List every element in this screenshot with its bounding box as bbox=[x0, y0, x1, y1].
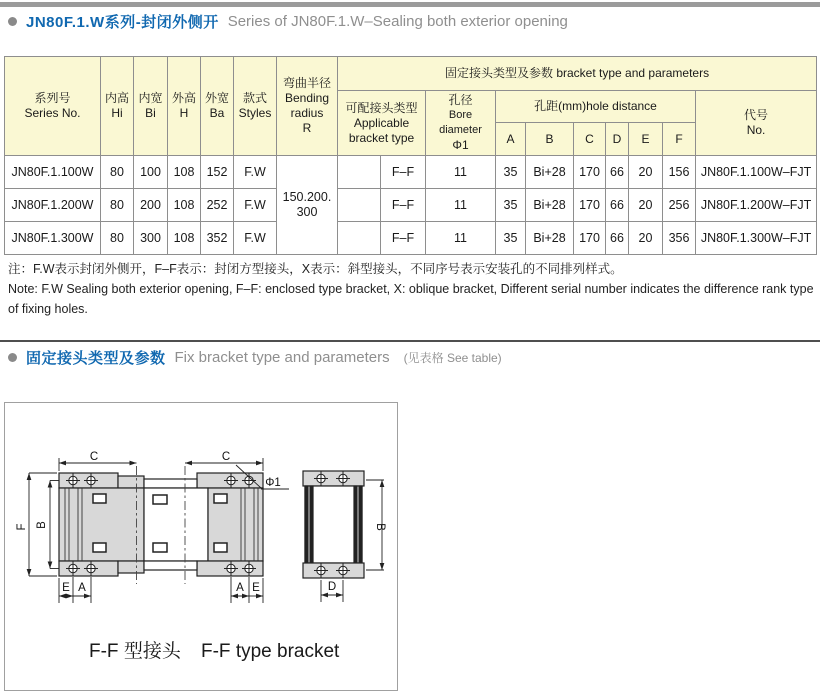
cell-code: JN80F.1.200W–FJT bbox=[696, 189, 817, 222]
col-header-applicable-type: 可配接头类型 Applicable bracket type bbox=[338, 91, 426, 156]
cell-c: 170 bbox=[574, 222, 606, 255]
cell-hi: 80 bbox=[101, 222, 134, 255]
table-notes bbox=[8, 259, 814, 319]
cell-style: F.W bbox=[234, 222, 277, 255]
bracket-drawing-panel bbox=[4, 402, 398, 691]
cell-h: 108 bbox=[168, 222, 201, 255]
cell-type-blank bbox=[338, 156, 381, 189]
cell-type: F–F bbox=[381, 156, 426, 189]
front-view bbox=[59, 473, 263, 576]
side-view bbox=[303, 471, 364, 578]
cell-series: JN80F.1.200W bbox=[5, 189, 101, 222]
page-title-en: Series of JN80F.1.W–Sealing both exterior opening bbox=[227, 13, 568, 30]
page-title bbox=[8, 11, 568, 32]
note-en: Note: F.W Sealing both exterior opening, F–F: enclosed type bracket, X: oblique bracket, Different serial number indicates the difference rank type of fixing holes. bbox=[8, 282, 814, 316]
cell-c: 170 bbox=[574, 189, 606, 222]
col-header-C: C bbox=[574, 123, 606, 156]
cell-style: F.W bbox=[234, 189, 277, 222]
col-header-D: D bbox=[606, 123, 629, 156]
bullet-icon bbox=[8, 17, 17, 26]
cell-b: Bi+28 bbox=[526, 156, 574, 189]
cell-type-blank bbox=[338, 189, 381, 222]
section-divider bbox=[0, 340, 820, 342]
cell-a: 35 bbox=[496, 189, 526, 222]
cell-c: 170 bbox=[574, 156, 606, 189]
cell-f: 256 bbox=[663, 189, 696, 222]
cell-d: 66 bbox=[606, 156, 629, 189]
dim-label-b-right: B bbox=[374, 523, 386, 531]
cell-bi: 200 bbox=[134, 189, 168, 222]
cell-e: 20 bbox=[629, 156, 663, 189]
col-header-series: 系列号 Series No. bbox=[5, 57, 101, 156]
cell-d: 66 bbox=[606, 189, 629, 222]
cell-bending-radius: 150.200. 300 bbox=[277, 156, 338, 255]
cell-d: 66 bbox=[606, 222, 629, 255]
col-header-code: 代号 No. bbox=[696, 91, 817, 156]
dim-label-dia: Φ1 bbox=[265, 477, 281, 489]
cell-hi: 80 bbox=[101, 189, 134, 222]
cell-type-blank bbox=[338, 222, 381, 255]
dim-label-b-left: B bbox=[36, 521, 48, 529]
drawing-caption bbox=[89, 640, 340, 662]
section2-title-en: Fix bracket type and parameters bbox=[174, 349, 390, 366]
cell-b: Bi+28 bbox=[526, 189, 574, 222]
col-header-F: F bbox=[663, 123, 696, 156]
cell-e: 20 bbox=[629, 222, 663, 255]
cell-hi: 80 bbox=[101, 156, 134, 189]
cell-f: 156 bbox=[663, 156, 696, 189]
drawing-caption-en: F-F type bracket bbox=[201, 641, 340, 662]
cell-e: 20 bbox=[629, 189, 663, 222]
cell-bore: 11 bbox=[426, 222, 496, 255]
bullet-icon bbox=[8, 353, 17, 362]
section2-hint: (见表格 See table) bbox=[403, 351, 502, 365]
table-row bbox=[5, 222, 817, 255]
table-row bbox=[5, 156, 817, 189]
dim-label-e-right: E bbox=[252, 582, 260, 594]
table-row bbox=[5, 189, 817, 222]
dim-label-c-left: C bbox=[89, 451, 99, 463]
col-header-A: A bbox=[496, 123, 526, 156]
cell-code: JN80F.1.100W–FJT bbox=[696, 156, 817, 189]
col-header-E: E bbox=[629, 123, 663, 156]
cell-style: F.W bbox=[234, 156, 277, 189]
dim-label-d: D bbox=[327, 581, 337, 593]
page-title-cn: JN80F.1.W系列-封闭外侧开 bbox=[26, 14, 219, 31]
col-header-bending-radius: 弯曲半径 Bending radius R bbox=[277, 57, 338, 156]
col-header-inner-height: 内高 Hi bbox=[101, 57, 134, 156]
cell-ba: 252 bbox=[201, 189, 234, 222]
col-header-styles: 款式 Styles bbox=[234, 57, 277, 156]
cell-ba: 352 bbox=[201, 222, 234, 255]
group-header-bracket-params: 固定接头类型及参数 bracket type and parameters bbox=[338, 57, 817, 91]
cell-bore: 11 bbox=[426, 156, 496, 189]
cell-h: 108 bbox=[168, 189, 201, 222]
col-header-B: B bbox=[526, 123, 574, 156]
cell-bi: 100 bbox=[134, 156, 168, 189]
top-divider-bar bbox=[0, 2, 820, 7]
cell-bore: 11 bbox=[426, 189, 496, 222]
dim-label-a-right: A bbox=[236, 582, 244, 594]
cell-b: Bi+28 bbox=[526, 222, 574, 255]
cell-type: F–F bbox=[381, 189, 426, 222]
note-cn: 注：F.W表示封闭外侧开，F–F表示：封闭方型接头，X表示：斜型接头，不同序号表示安装孔的不同排列样式。 bbox=[8, 262, 623, 276]
cell-code: JN80F.1.300W–FJT bbox=[696, 222, 817, 255]
cell-a: 35 bbox=[496, 156, 526, 189]
dim-label-a-left: A bbox=[78, 582, 86, 594]
section2-title-cn: 固定接头类型及参数 bbox=[26, 350, 166, 367]
cell-h: 108 bbox=[168, 156, 201, 189]
cell-f: 356 bbox=[663, 222, 696, 255]
dim-label-c-right: C bbox=[221, 451, 231, 463]
section-title-fix-bracket bbox=[8, 347, 502, 368]
dim-label-e-left: E bbox=[62, 582, 70, 594]
col-header-hole-distance: 孔距(mm)hole distance bbox=[496, 91, 696, 123]
cell-bi: 300 bbox=[134, 222, 168, 255]
cell-a: 35 bbox=[496, 222, 526, 255]
col-header-outer-width: 外宽 Ba bbox=[201, 57, 234, 156]
cell-type: F–F bbox=[381, 222, 426, 255]
cell-ba: 152 bbox=[201, 156, 234, 189]
cell-series: JN80F.1.100W bbox=[5, 156, 101, 189]
bracket-technical-drawing bbox=[5, 403, 395, 688]
col-header-inner-width: 内宽 Bi bbox=[134, 57, 168, 156]
spec-table bbox=[4, 56, 817, 255]
col-header-outer-height: 外高 H bbox=[168, 57, 201, 156]
col-header-bore-diameter: 孔径 Bore diameter Φ1 bbox=[426, 91, 496, 156]
cell-series: JN80F.1.300W bbox=[5, 222, 101, 255]
dim-label-f: F bbox=[16, 523, 28, 531]
drawing-caption-cn: F-F 型接头 bbox=[89, 641, 181, 662]
